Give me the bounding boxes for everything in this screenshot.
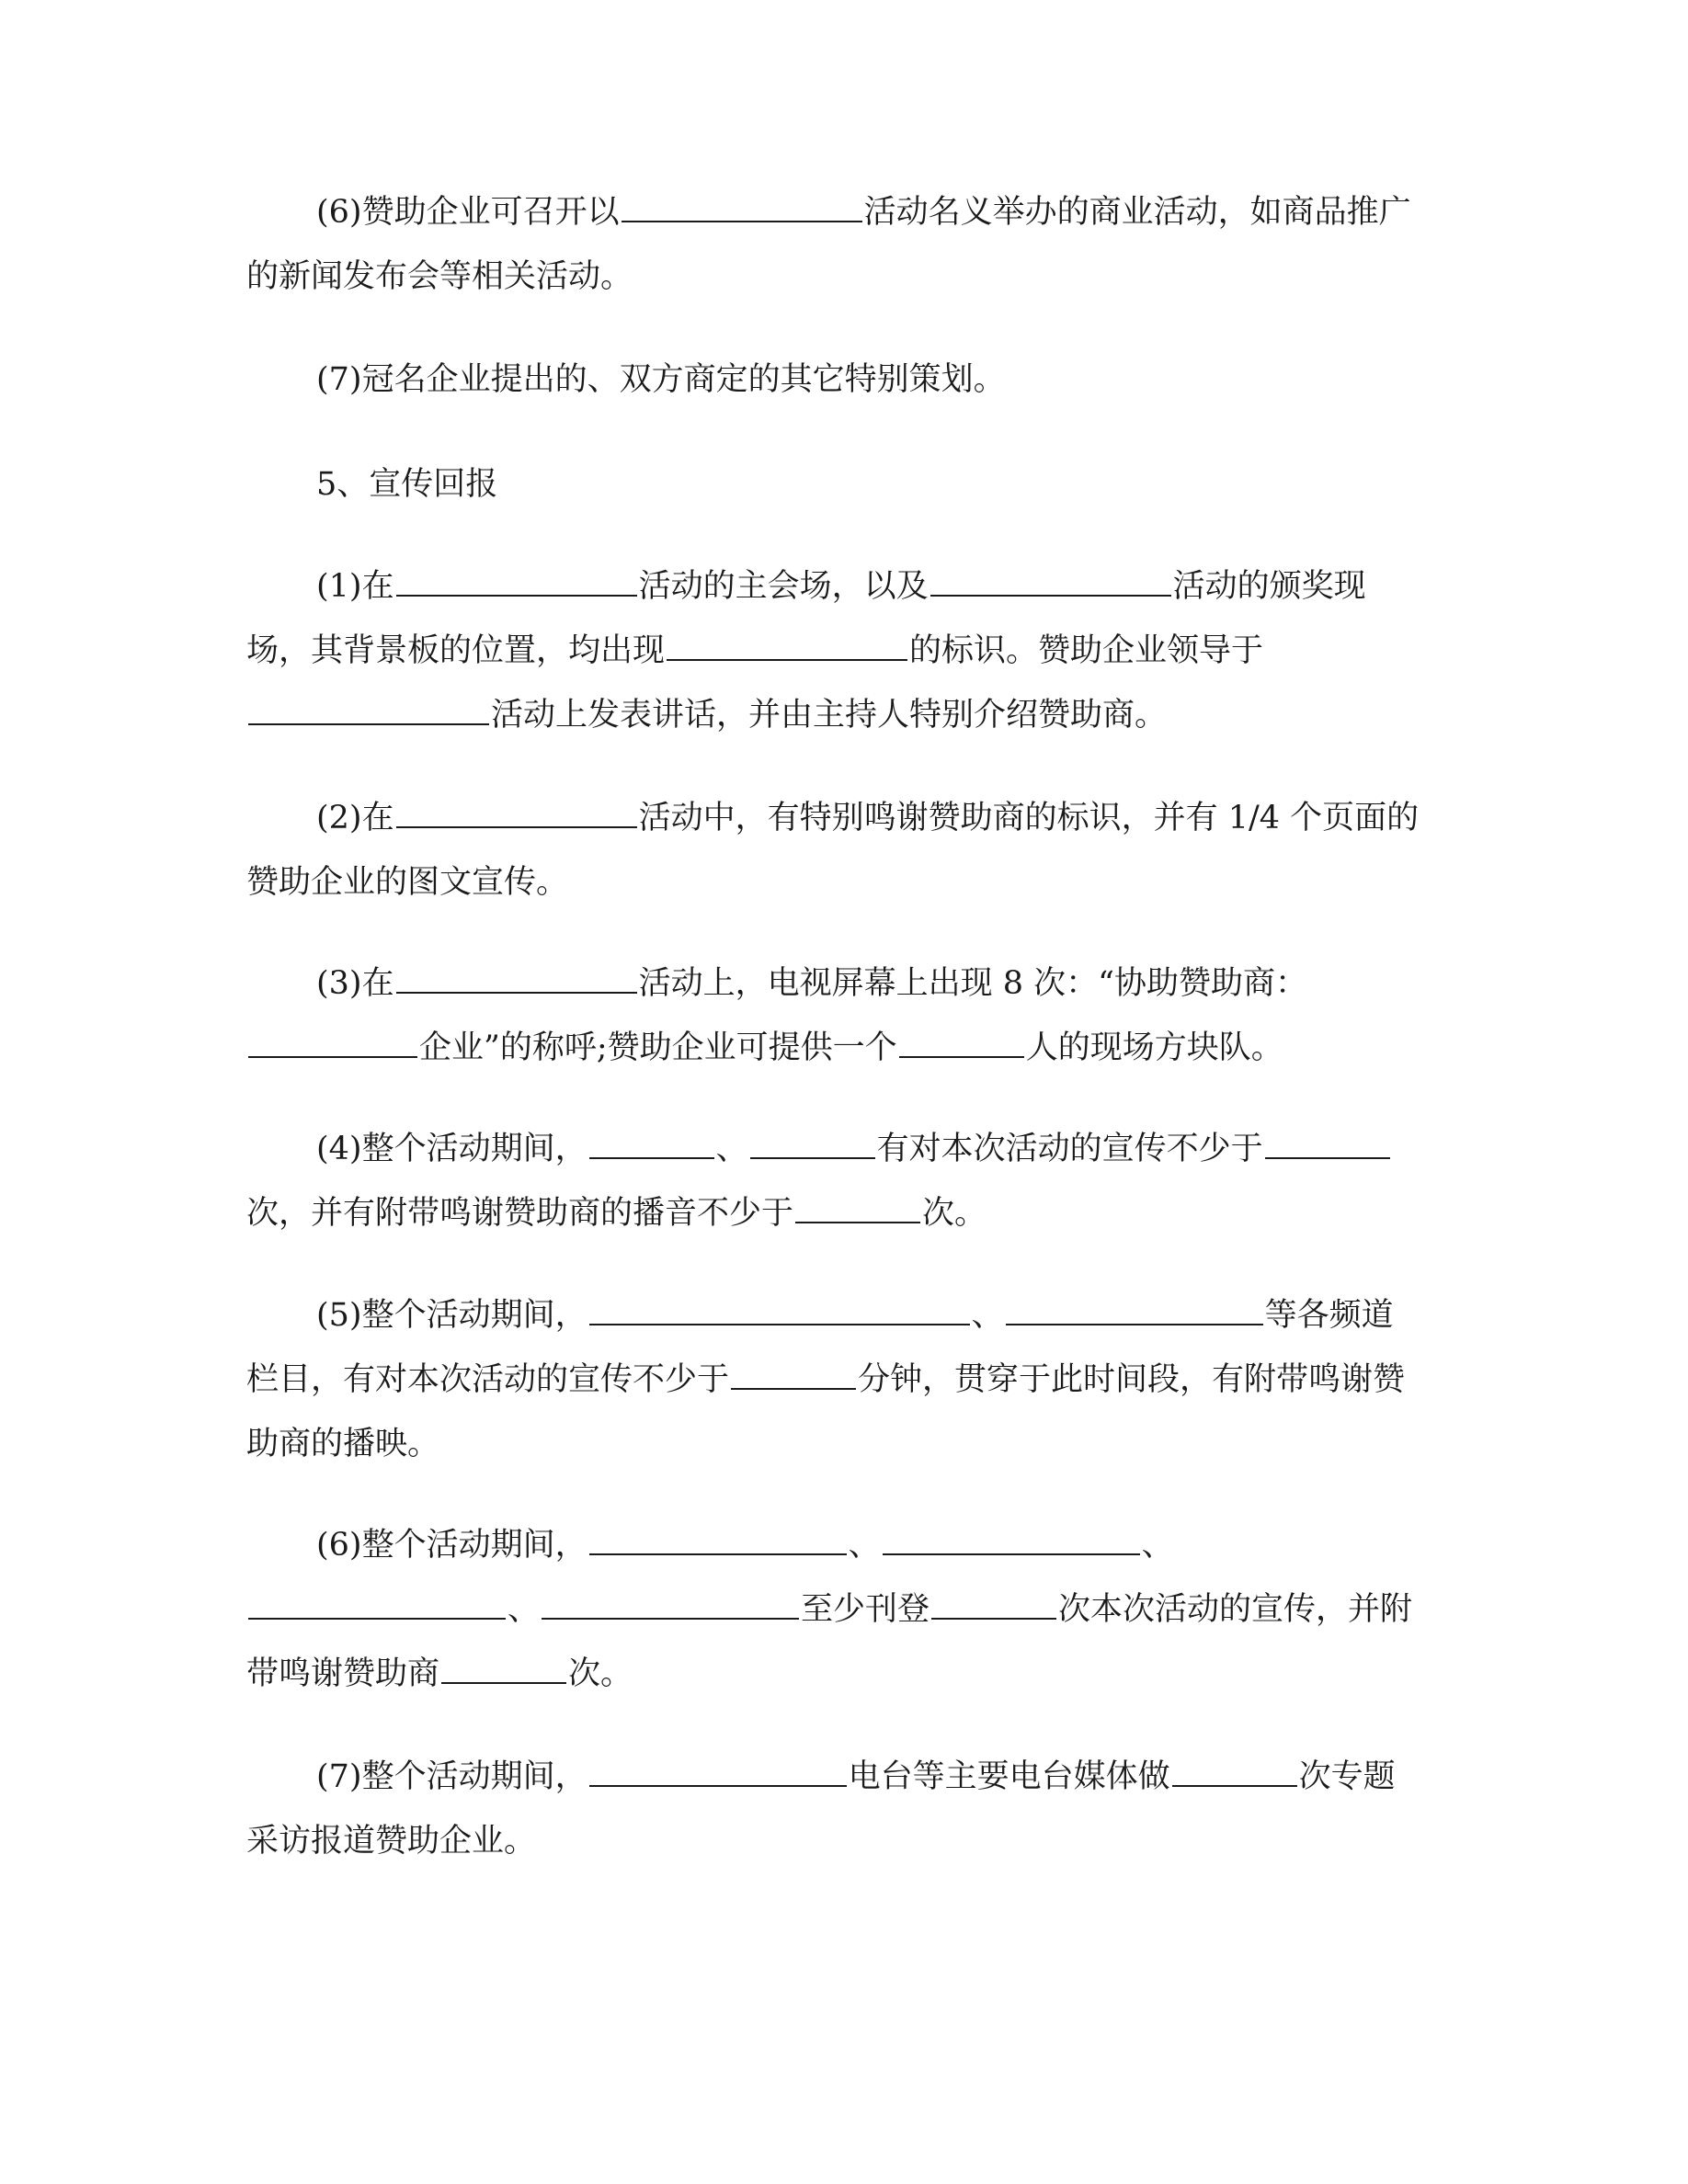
text-segment: (6)整个活动期间， xyxy=(316,1527,587,1564)
text-segment: 、 xyxy=(508,1591,541,1628)
paragraph-7-special-planning xyxy=(246,347,1442,412)
item-4-broadcast xyxy=(246,1117,1442,1246)
paragraph-6-business-activities xyxy=(246,180,1442,309)
text-segment: 赞助企业的图文宣传。 xyxy=(246,864,569,901)
text-segment: 有对本次活动的宣传不少于 xyxy=(876,1131,1263,1167)
text-line xyxy=(246,452,1442,517)
fill-in-blank xyxy=(1172,1757,1297,1787)
item-3-tv-screen xyxy=(246,951,1442,1080)
text-line xyxy=(246,1016,1442,1080)
item-6-print-media xyxy=(246,1513,1442,1706)
fill-in-blank xyxy=(248,1029,417,1058)
text-segment: 次。 xyxy=(568,1655,633,1692)
text-line xyxy=(246,1809,1442,1873)
text-segment: (7)冠名企业提出的、双方商定的其它特别策划。 xyxy=(316,361,1006,398)
fill-in-blank xyxy=(589,1296,970,1325)
text-segment: 等各频道 xyxy=(1264,1297,1394,1334)
text-segment: 次本次活动的宣传，并附 xyxy=(1058,1591,1413,1628)
text-segment: 的新闻发布会等相关活动。 xyxy=(246,258,633,295)
fill-in-blank xyxy=(589,1757,847,1787)
text-segment: 活动的颁奖现 xyxy=(1172,568,1366,605)
text-line xyxy=(246,951,1442,1016)
fill-in-blank xyxy=(899,1029,1024,1058)
item-5-channels xyxy=(246,1283,1442,1476)
fill-in-blank xyxy=(248,696,489,725)
text-line xyxy=(246,1642,1442,1706)
fill-in-blank xyxy=(441,1655,566,1684)
text-line xyxy=(246,554,1442,619)
fill-in-blank xyxy=(930,567,1171,597)
text-segment: (4)整个活动期间， xyxy=(316,1131,587,1167)
text-segment: 活动的主会场，以及 xyxy=(638,568,929,605)
text-line xyxy=(246,1181,1442,1246)
text-line xyxy=(246,786,1442,850)
text-segment: 场，其背景板的位置，均出现 xyxy=(246,632,666,669)
item-2-acknowledgment xyxy=(246,786,1442,915)
text-segment: (7)整个活动期间， xyxy=(316,1758,587,1795)
text-segment: (3)在 xyxy=(316,965,394,1002)
text-line xyxy=(246,1348,1442,1412)
text-line xyxy=(246,850,1442,915)
text-line xyxy=(246,180,1442,245)
text-segment: 活动名义举办的商业活动，如商品推广 xyxy=(863,194,1411,231)
text-segment: 企业”的称呼;赞助企业可提供一个 xyxy=(419,1029,897,1066)
text-segment: 活动中，有特别鸣谢赞助商的标识，并有 1/4 个页面的 xyxy=(638,800,1420,836)
fill-in-blank xyxy=(396,567,637,597)
text-line xyxy=(246,619,1442,683)
text-line xyxy=(246,1412,1442,1476)
text-segment: (6)赞助企业可召开以 xyxy=(316,194,620,231)
section-heading-publicity-returns xyxy=(246,452,1442,517)
text-segment: 活动上，电视屏幕上出现 8 次：“协助赞助商： xyxy=(638,965,1307,1002)
fill-in-blank xyxy=(1265,1130,1390,1159)
fill-in-blank xyxy=(667,631,907,661)
text-line xyxy=(246,1283,1442,1348)
text-segment: 电台等主要电台媒体做 xyxy=(848,1758,1170,1795)
fill-in-blank xyxy=(795,1194,920,1223)
text-segment: 次。 xyxy=(922,1195,987,1232)
text-line xyxy=(246,347,1442,412)
text-segment: 采访报道赞助企业。 xyxy=(246,1823,537,1860)
text-line xyxy=(246,1513,1442,1577)
text-segment: 人的现场方块队。 xyxy=(1025,1029,1283,1066)
text-segment: 分钟，贯穿于此时间段，有附带鸣谢赞 xyxy=(858,1361,1406,1398)
fill-in-blank xyxy=(542,1590,799,1620)
text-segment: 活动上发表讲话，并由主持人特别介绍赞助商。 xyxy=(491,697,1168,734)
item-1-venue-logo xyxy=(246,554,1442,747)
text-line xyxy=(246,1577,1442,1642)
text-line xyxy=(246,1117,1442,1181)
fill-in-blank xyxy=(589,1130,714,1159)
text-segment: 、 xyxy=(971,1297,1004,1334)
fill-in-blank xyxy=(589,1526,847,1555)
fill-in-blank xyxy=(248,1590,506,1620)
fill-in-blank xyxy=(750,1130,875,1159)
text-segment: 带鸣谢赞助商 xyxy=(246,1655,440,1692)
text-segment: 、 xyxy=(848,1527,881,1564)
fill-in-blank xyxy=(396,799,637,828)
text-line xyxy=(246,1745,1442,1809)
text-segment: 、 xyxy=(1141,1527,1174,1564)
fill-in-blank xyxy=(1006,1296,1263,1325)
fill-in-blank xyxy=(883,1526,1140,1555)
text-segment: 次专题 xyxy=(1298,1758,1396,1795)
fill-in-blank xyxy=(622,193,862,222)
item-7-radio-interviews xyxy=(246,1745,1442,1873)
text-segment: 、 xyxy=(715,1131,748,1167)
text-line xyxy=(246,245,1442,309)
text-segment: 的标识。赞助企业领导于 xyxy=(909,632,1264,669)
text-segment: (2)在 xyxy=(316,800,394,836)
text-segment: (1)在 xyxy=(316,568,394,605)
text-line xyxy=(246,683,1442,747)
fill-in-blank xyxy=(731,1360,856,1390)
text-segment: 至少刊登 xyxy=(801,1591,930,1628)
text-segment: 5、宣传回报 xyxy=(316,466,498,503)
fill-in-blank xyxy=(931,1590,1056,1620)
fill-in-blank xyxy=(396,964,637,994)
text-segment: (5)整个活动期间， xyxy=(316,1297,587,1334)
text-segment: 次，并有附带鸣谢赞助商的播音不少于 xyxy=(246,1195,794,1232)
text-segment: 助商的播映。 xyxy=(246,1426,440,1462)
text-segment: 栏目，有对本次活动的宣传不少于 xyxy=(246,1361,730,1398)
